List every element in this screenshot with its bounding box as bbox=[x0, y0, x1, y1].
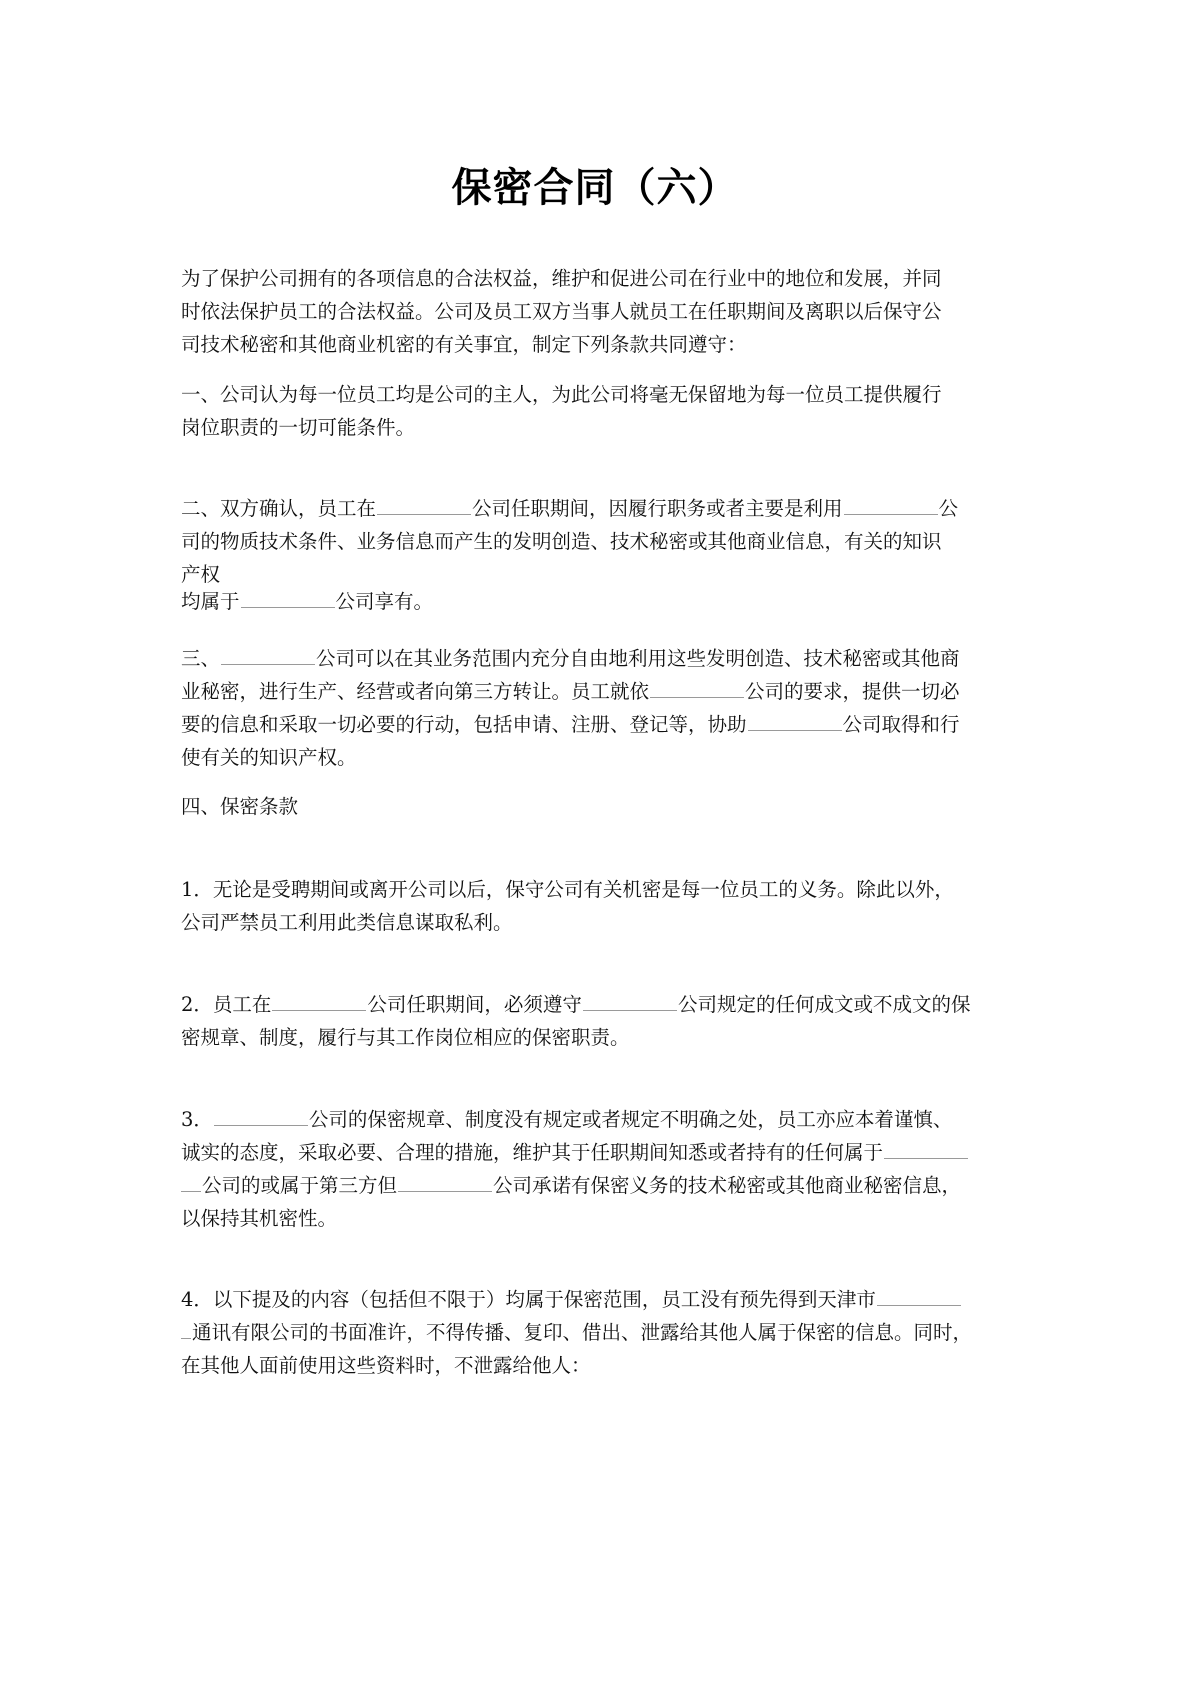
text-line bbox=[181, 988, 1021, 1021]
text-line: 司的物质技术条件、业务信息而产生的发明创造、技术秘密或其他商业信息，有关的知识 bbox=[181, 530, 942, 553]
blank-field[interactable] bbox=[272, 988, 366, 1011]
item-1 bbox=[181, 873, 1021, 939]
text-segment: 通讯有限公司的书面准许，不得传播、复印、借出、泄露给其他人属于保密的信息。同时， bbox=[192, 1321, 973, 1344]
blank-field[interactable] bbox=[583, 988, 677, 1011]
text-line: 司技术秘密和其他商业机密的有关事宜，制定下列条款共同遵守： bbox=[181, 333, 747, 356]
text-segment: 公司的要求，提供一切必 bbox=[745, 680, 960, 703]
clause-2 bbox=[181, 492, 1021, 591]
text-line: 1．无论是受聘期间或离开公司以后，保守公司有关机密是每一位员工的义务。除此以外， bbox=[181, 878, 954, 901]
intro-paragraph bbox=[181, 262, 1021, 361]
text-line: 以保持其机密性。 bbox=[181, 1207, 338, 1230]
item-4 bbox=[181, 1283, 1021, 1382]
text-line: 岗位职责的一切可能条件。 bbox=[181, 416, 416, 439]
clause-2-ownership bbox=[181, 585, 1021, 618]
text-line bbox=[181, 1283, 1021, 1316]
text-segment: 公司任职期间，必须遵守 bbox=[367, 993, 582, 1016]
text-segment: 业秘密，进行生产、经营或者向第三方转让。员工就依 bbox=[181, 680, 650, 703]
text-segment: 要的信息和采取一切必要的行动，包括申请、注册、登记等，协助 bbox=[181, 713, 747, 736]
blank-field[interactable] bbox=[884, 1136, 968, 1159]
item-3 bbox=[181, 1103, 1021, 1235]
text-line: 一、公司认为每一位员工均是公司的主人，为此公司将毫无保留地为每一位员工提供履行 bbox=[181, 383, 942, 406]
text-line: 产权 bbox=[181, 563, 221, 586]
blank-field[interactable] bbox=[181, 1169, 201, 1192]
section-heading: 四、保密条款 bbox=[181, 795, 299, 818]
text-line: 公司严禁员工利用此类信息谋取私利。 bbox=[181, 911, 513, 934]
text-segment: 公司取得和行 bbox=[842, 713, 960, 736]
text-segment: 3． bbox=[181, 1108, 213, 1131]
blank-field[interactable] bbox=[241, 585, 335, 608]
text-line bbox=[181, 708, 1021, 741]
text-segment: 公司可以在其业务范围内充分自由地利用这些发明创造、技术秘密或其他商 bbox=[316, 647, 960, 670]
text-segment: 公司享有。 bbox=[335, 590, 434, 613]
blank-field[interactable] bbox=[877, 1283, 961, 1306]
blank-field[interactable] bbox=[221, 642, 315, 665]
blank-field[interactable] bbox=[398, 1169, 492, 1192]
text-segment: 公司承诺有保密义务的技术秘密或其他商业秘密信息， bbox=[493, 1174, 962, 1197]
blank-field[interactable] bbox=[181, 1316, 191, 1339]
text-segment: 4．以下提及的内容（包括但不限于）均属于保密范围，员工没有预先得到天津市 bbox=[181, 1288, 876, 1311]
text-segment: 均属于 bbox=[181, 590, 240, 613]
text-line bbox=[181, 1169, 1021, 1202]
text-line: 密规章、制度，履行与其工作岗位相应的保密职责。 bbox=[181, 1026, 630, 1049]
text-line bbox=[181, 675, 1021, 708]
text-line bbox=[181, 1316, 1021, 1349]
clause-3 bbox=[181, 642, 1021, 774]
text-line bbox=[181, 585, 1021, 618]
text-segment: 公司规定的任何成文或不成文的保 bbox=[677, 993, 971, 1016]
blank-field[interactable] bbox=[650, 675, 744, 698]
text-line bbox=[181, 1103, 1021, 1136]
text-line: 在其他人面前使用这些资料时，不泄露给他人： bbox=[181, 1354, 591, 1377]
blank-field[interactable] bbox=[748, 708, 842, 731]
text-line: 时依法保护员工的合法权益。公司及员工双方当事人就员工在任职期间及离职以后保守公 bbox=[181, 300, 942, 323]
text-segment: 公司的或属于第三方但 bbox=[202, 1174, 398, 1197]
item-2 bbox=[181, 988, 1021, 1054]
text-segment: 公司的保密规章、制度没有规定或者规定不明确之处，员工亦应本着谨慎、 bbox=[308, 1108, 953, 1131]
text-line bbox=[181, 1136, 1021, 1169]
text-segment: 公 bbox=[938, 497, 959, 520]
blank-field[interactable] bbox=[377, 492, 471, 515]
text-segment: 三、 bbox=[181, 647, 221, 670]
text-line: 为了保护公司拥有的各项信息的合法权益，维护和促进公司在行业中的地位和发展，并同 bbox=[181, 267, 942, 290]
clause-4-heading bbox=[181, 790, 1021, 823]
text-line bbox=[181, 642, 1021, 675]
text-segment: 诚实的态度，采取必要、合理的措施，维护其于任职期间知悉或者持有的任何属于 bbox=[181, 1141, 884, 1164]
text-line: 使有关的知识产权。 bbox=[181, 746, 357, 769]
text-segment: 二、双方确认，员工在 bbox=[181, 497, 377, 520]
text-segment: 2．员工在 bbox=[181, 993, 272, 1016]
blank-field[interactable] bbox=[844, 492, 938, 515]
clause-1 bbox=[181, 378, 1021, 444]
document-title: 保密合同（六） bbox=[451, 164, 739, 211]
text-line bbox=[181, 492, 1021, 525]
blank-field[interactable] bbox=[214, 1103, 308, 1126]
text-segment: 公司任职期间，因履行职务或者主要是利用 bbox=[472, 497, 843, 520]
